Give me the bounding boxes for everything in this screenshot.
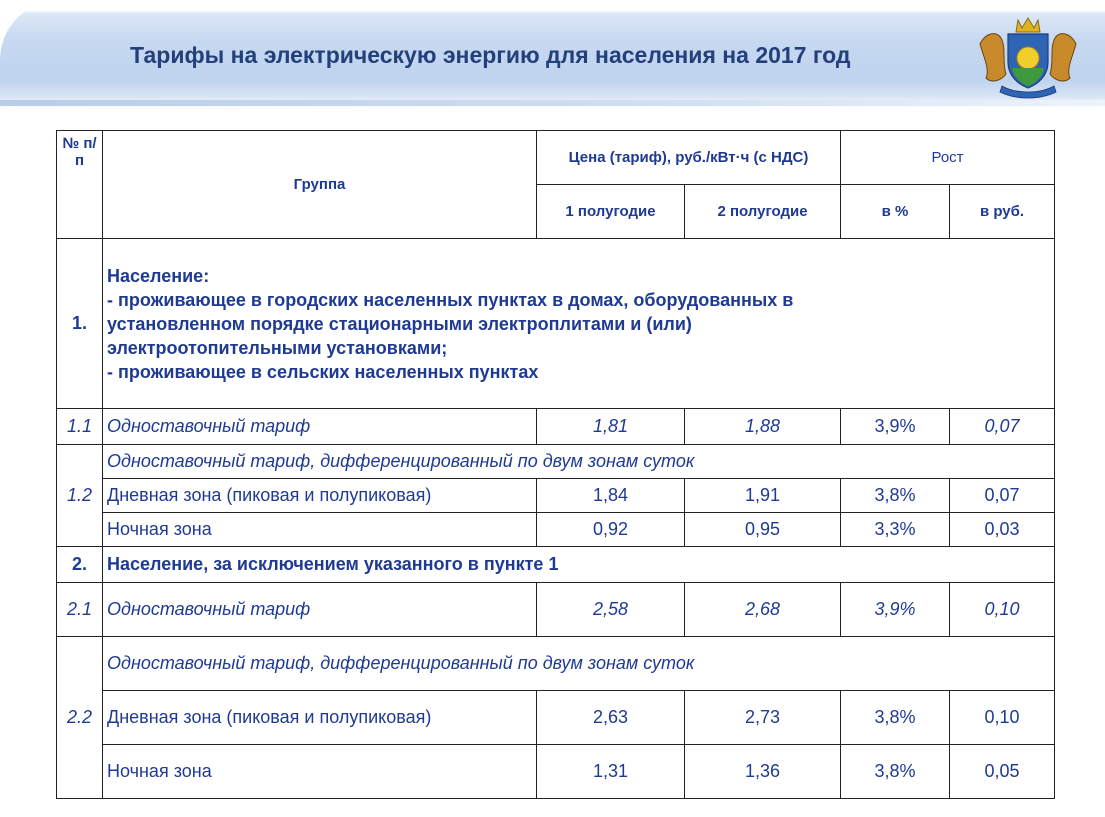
h1-value: 2,63	[537, 691, 685, 745]
section-2-description: Население, за исключением указанного в пункте 1	[103, 547, 1055, 583]
table-row	[57, 445, 1055, 479]
pct-value: 3,8%	[841, 479, 950, 513]
zone-name: Ночная зона	[103, 513, 537, 547]
zone-name: Ночная зона	[103, 745, 537, 799]
section-2-row	[57, 547, 1055, 583]
col-growth-header: Рост	[841, 131, 1055, 185]
table-header-row	[57, 131, 1055, 185]
row-num: 1.1	[57, 409, 103, 445]
section-1-row	[57, 239, 1055, 409]
h2-value: 2,68	[685, 583, 841, 637]
table-row	[57, 583, 1055, 637]
h2-value: 0,95	[685, 513, 841, 547]
pct-value: 3,9%	[841, 409, 950, 445]
header-underline	[0, 100, 1105, 106]
h2-value: 2,73	[685, 691, 841, 745]
row-num: 1.2	[57, 445, 103, 547]
table-row	[57, 513, 1055, 547]
row-name: Одноставочный тариф	[103, 583, 537, 637]
h1-value: 1,81	[537, 409, 685, 445]
section-1-line: Население:	[107, 265, 210, 286]
h2-value: 1,88	[685, 409, 841, 445]
table-row	[57, 637, 1055, 691]
rub-value: 0,10	[950, 691, 1055, 745]
section-1-line: - проживающее в городских населенных пунктах в домах, оборудованных в	[107, 289, 794, 310]
h1-value: 1,31	[537, 745, 685, 799]
h1-value: 0,92	[537, 513, 685, 547]
row-name: Одноставочный тариф	[103, 409, 537, 445]
pct-value: 3,9%	[841, 583, 950, 637]
h1-value: 2,58	[537, 583, 685, 637]
col-price-header: Цена (тариф), руб./кВт·ч (с НДС)	[537, 131, 841, 185]
col-rub-header: в руб.	[950, 185, 1055, 239]
section-1-line: электроотопительными установками;	[107, 337, 448, 358]
col-group-header: Группа	[103, 131, 537, 239]
section-1-line: - проживающее в сельских населенных пунктах	[107, 361, 539, 382]
rub-value: 0,03	[950, 513, 1055, 547]
h2-value: 1,91	[685, 479, 841, 513]
tariff-table	[56, 130, 1055, 799]
col-pct-header: в %	[841, 185, 950, 239]
pct-value: 3,3%	[841, 513, 950, 547]
row-num: 2.1	[57, 583, 103, 637]
h1-value: 1,84	[537, 479, 685, 513]
zone-name: Дневная зона (пиковая и полупиковая)	[103, 479, 537, 513]
section-1-line: установленном порядке стационарными электроплитами и (или)	[107, 313, 692, 334]
col-h2-header: 2 полугодие	[685, 185, 841, 239]
coat-of-arms-icon	[972, 14, 1084, 100]
rub-value: 0,07	[950, 409, 1055, 445]
zone-name: Дневная зона (пиковая и полупиковая)	[103, 691, 537, 745]
section-1-num: 1.	[57, 239, 103, 409]
row-num: 2.2	[57, 637, 103, 799]
col-num-header: № п/п	[57, 131, 103, 239]
row-name: Одноставочный тариф, дифференцированный по двум зонам суток	[103, 445, 1055, 479]
rub-value: 0,05	[950, 745, 1055, 799]
section-2-num: 2.	[57, 547, 103, 583]
h2-value: 1,36	[685, 745, 841, 799]
rub-value: 0,10	[950, 583, 1055, 637]
rub-value: 0,07	[950, 479, 1055, 513]
pct-value: 3,8%	[841, 745, 950, 799]
row-name: Одноставочный тариф, дифференцированный по двум зонам суток	[103, 637, 1055, 691]
pct-value: 3,8%	[841, 691, 950, 745]
table-row	[57, 409, 1055, 445]
section-1-description	[103, 239, 1055, 409]
col-h1-header: 1 полугодие	[537, 185, 685, 239]
page-title: Тарифы на электрическую энергию для населения на 2017 год	[130, 42, 851, 68]
table-row	[57, 691, 1055, 745]
table-row	[57, 479, 1055, 513]
table-row	[57, 745, 1055, 799]
